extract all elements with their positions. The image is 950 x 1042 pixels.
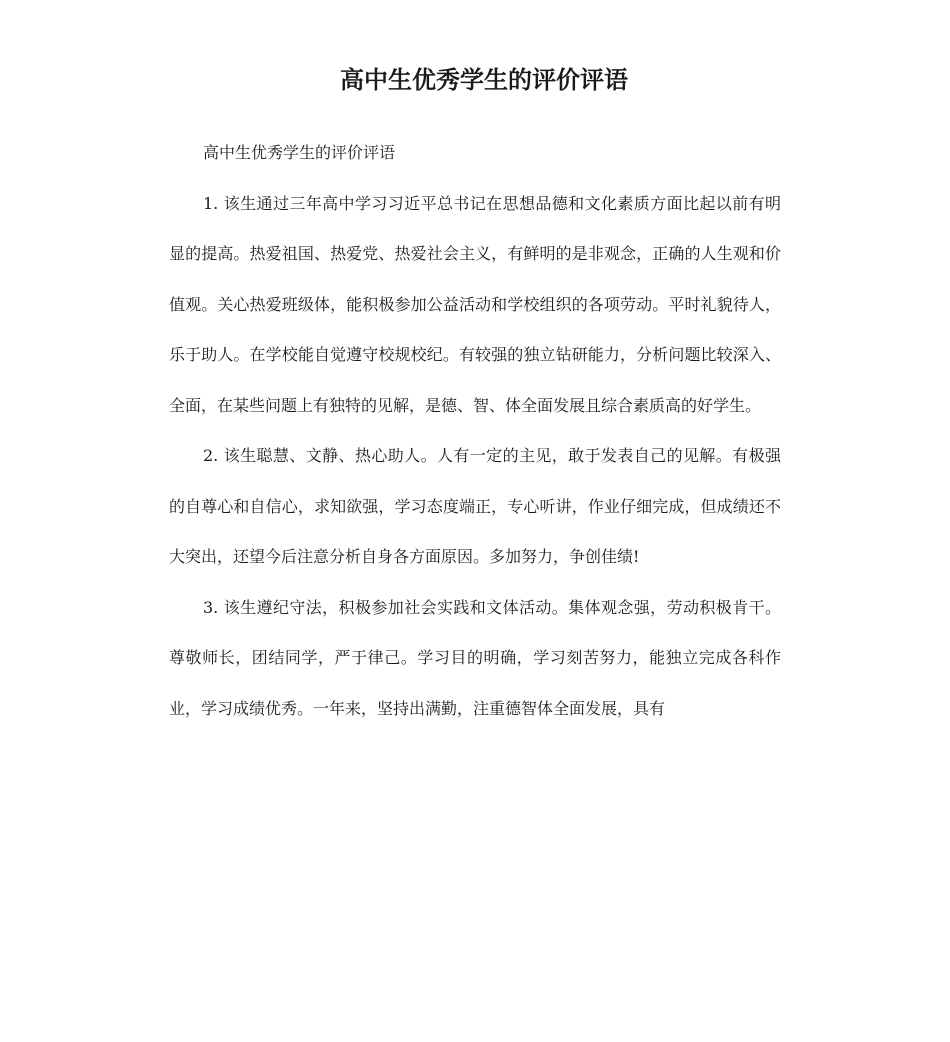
comment-paragraph-1: 1. 该生通过三年高中学习习近平总书记在思想品德和文化素质方面比起以前有明显的提高。热爱祖国、热爱党、热爱社会主义，有鲜明的是非观念，正确的人生观和价值观。关心热爱班级体，能积极参加公益活动和学校组织的各项劳动。平时礼貌待人，乐于助人。在学校能自觉遵守校规校纪。有较强的独立钻研能力，分析问题比较深入、全面，在某些问题上有独特的见解，是德、智、体全面发展且综合素质高的好学生。 — [169, 193, 781, 415]
comment-paragraph-2: 2. 该生聪慧、文静、热心助人。人有一定的主见，敢于发表自己的见解。有极强的自尊心和自信心，求知欲强，学习态度端正，专心听讲，作业仔细完成，但成绩还不大突出，还望今后注意分析自身各方面原因。多加努力，争创佳绩! — [169, 446, 781, 566]
document-body — [169, 128, 781, 734]
comment-paragraph-3: 3. 该生遵纪守法，积极参加社会实践和文体活动。集体观念强，劳动积极肯干。尊敬师长，团结同学，严于律己。学习目的明确，学习刻苦努力，能独立完成各科作业，学习成绩优秀。一年来，坚持出满勤，注重德智体全面发展，具有 — [169, 597, 781, 718]
document-subtitle: 高中生优秀学生的评价评语 — [203, 143, 396, 162]
document-title: 高中生优秀学生的评价评语 — [340, 66, 628, 94]
